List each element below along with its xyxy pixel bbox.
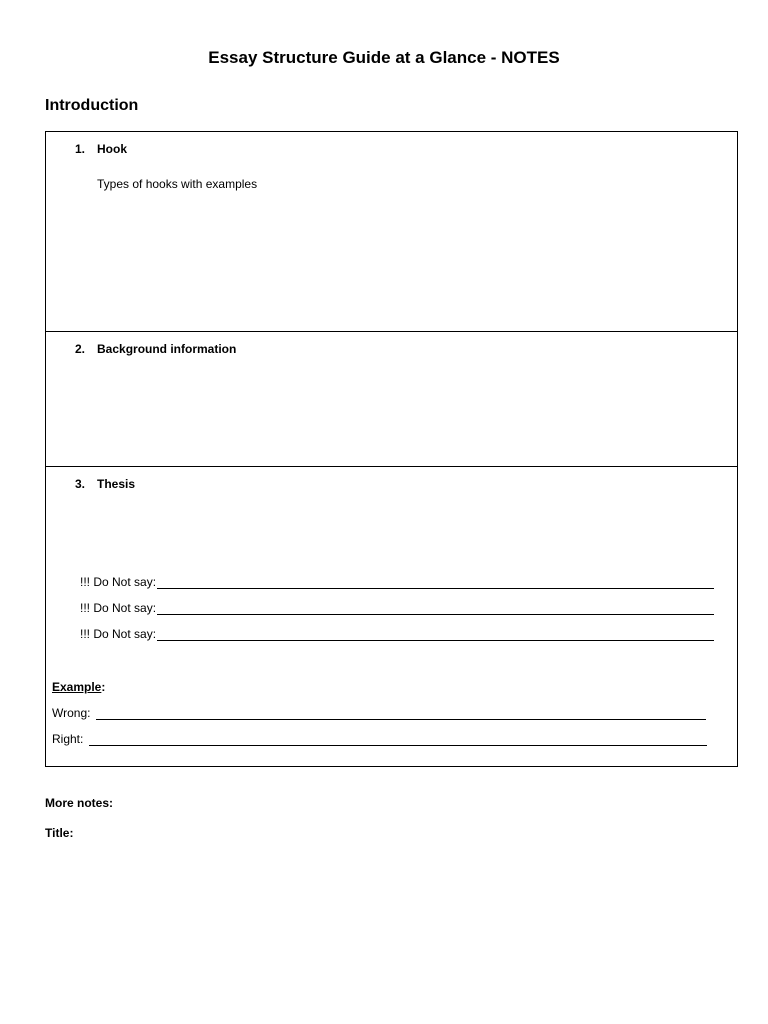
thesis-label: Thesis [97,477,136,491]
example-label [52,680,105,694]
background-label: Background information [97,342,237,356]
do-not-say-label: !!! Do Not say: [80,601,157,615]
section-heading-introduction: Introduction [45,97,139,114]
wrong-blank [96,707,706,720]
do-not-say-blank [157,602,714,615]
hook-label: Hook [97,142,127,156]
background-heading [75,342,236,356]
do-not-say-label: !!! Do Not say: [80,575,157,589]
hook-description: Types of hooks with examples [97,177,258,191]
example-colon: : [101,680,106,694]
hook-box [45,131,738,332]
wrong-example-line [52,706,706,720]
more-notes-label: More notes: [45,796,114,810]
do-not-say-line-2 [80,601,714,615]
do-not-say-label: !!! Do Not say: [80,627,157,641]
do-not-say-blank [157,628,714,641]
hook-heading [75,142,127,156]
thesis-box [45,466,738,767]
do-not-say-blank [157,576,714,589]
right-label: Right: [52,732,84,746]
background-box [45,331,738,467]
thesis-heading [75,477,135,491]
document-title: Essay Structure Guide at a Glance - NOTES [208,48,560,67]
example-word: Example [52,680,102,694]
title-label: Title: [45,826,74,840]
background-number: 2. [75,342,86,356]
do-not-say-line-3 [80,627,714,641]
thesis-number: 3. [75,477,86,491]
do-not-say-line-1 [80,575,714,589]
hook-number: 1. [75,142,86,156]
wrong-label: Wrong: [52,706,91,720]
right-blank [89,733,707,746]
right-example-line [52,732,707,746]
